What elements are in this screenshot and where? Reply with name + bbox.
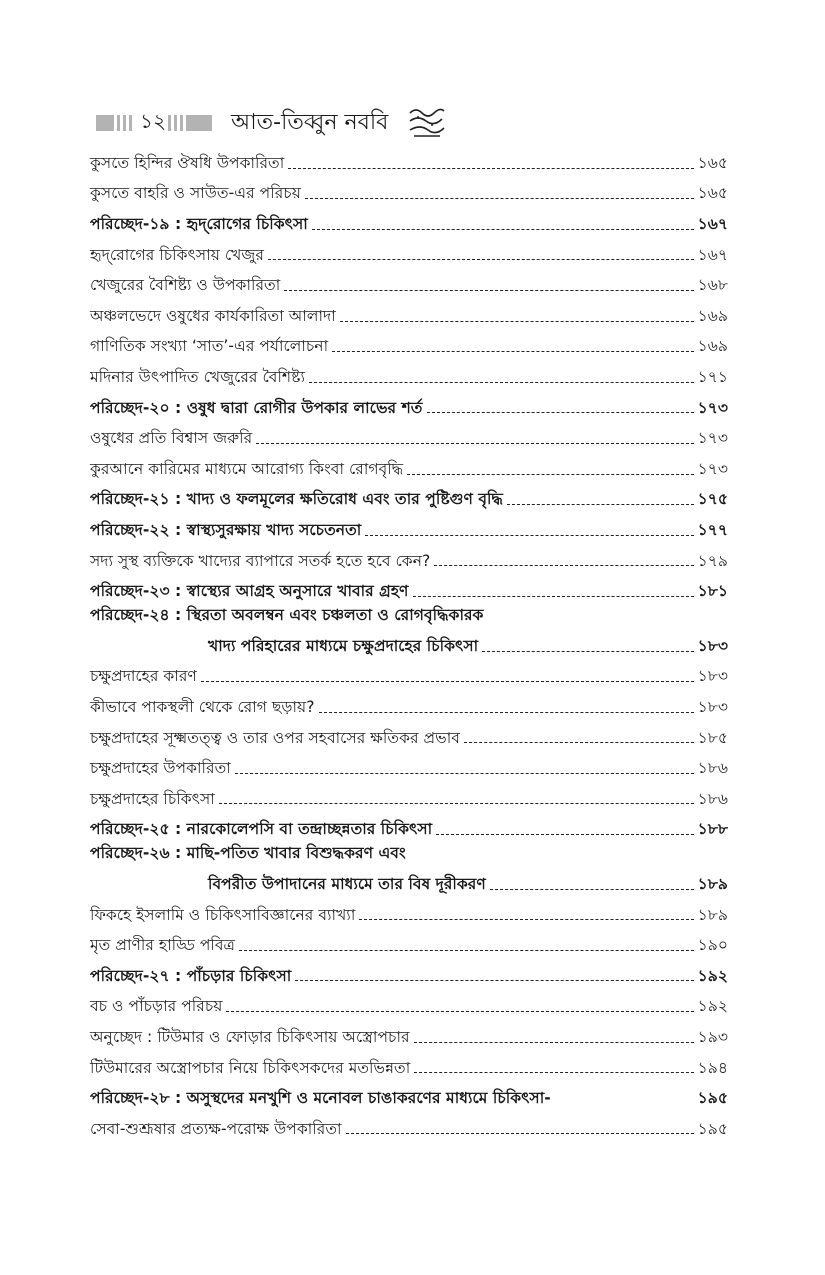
toc-entry-title: কুসতে হিন্দির ঔষধি উপকারিতা: [90, 153, 285, 172]
toc-entry-title: অঞ্চলভেদে ওষুধের কার্যকারিতা আলাদা: [90, 306, 336, 325]
toc-page-number: ১৬৭: [697, 215, 728, 234]
dot-leader: [239, 940, 694, 951]
dot-leader: [407, 464, 693, 475]
toc-page-number: ১৬৮: [697, 276, 728, 295]
toc-page-number: ১৯৫: [697, 1119, 728, 1138]
toc-entry-row[interactable]: [90, 924, 728, 955]
dot-leader: [312, 219, 694, 230]
toc-chapter-row[interactable]: [90, 479, 728, 510]
dot-leader: [332, 341, 693, 352]
dot-leader: [305, 188, 694, 199]
dot-leader: [256, 433, 693, 444]
toc-page-number: ১৬৭: [697, 245, 728, 264]
decorative-bars-left: [96, 112, 132, 134]
toc-chapter-row[interactable]: [90, 955, 728, 986]
dot-leader: [359, 909, 693, 920]
toc-page-number: ১৭৫: [697, 490, 728, 509]
toc-entry-row[interactable]: [90, 894, 728, 925]
toc-page-number: ১৬৯: [697, 337, 728, 356]
toc-page-number: ১৮৯: [697, 874, 728, 893]
toc-entry-title: পরিচ্ছেদ-২৬ : মাছি-পতিত খাবার বিশুদ্ধকরণ এবং: [90, 844, 406, 863]
toc-entry-title: খাদ্য পরিহারের মাধ্যমে চক্ষুপ্রদাহের চিকিৎসা: [208, 636, 479, 655]
toc-entry-title: খেজুরের বৈশিষ্ট্য ও উপকারিতা: [90, 276, 281, 295]
toc-entry-row[interactable]: [90, 1016, 728, 1047]
dot-leader: [507, 494, 694, 505]
toc-entry-row[interactable]: [90, 540, 728, 571]
dot-leader: [414, 1062, 693, 1073]
toc-entry-title: পরিচ্ছেদ-২১ : খাদ্য ও ফলমূলের ক্ষতিরোধ এবং তার পুষ্টিগুণ বৃদ্ধি: [90, 490, 503, 509]
toc-page-number: ১৯৫: [697, 1089, 728, 1108]
toc-page-number: ১৮৫: [697, 728, 728, 747]
toc-entry-row[interactable]: [90, 656, 728, 687]
toc-entry-row[interactable]: [90, 295, 728, 326]
toc-page-number: ১৬৫: [697, 184, 728, 203]
dot-leader: [219, 793, 694, 804]
toc-chapter-row[interactable]: [90, 863, 728, 894]
toc-chapter-row[interactable]: [90, 1077, 728, 1108]
toc-entry-title: ফিকহে ইসলামি ও চিকিৎসাবিজ্ঞানের ব্যাখ্যা: [90, 905, 356, 924]
dot-leader: [340, 311, 694, 322]
decorative-bars-right: [168, 112, 212, 134]
toc-entry-row[interactable]: [90, 778, 728, 809]
toc-entry-title: পরিচ্ছেদ-২৮ : অসুস্থদের মনখুশি ও মনোবল চাঙাকরণের মাধ্যমে চিকিৎসা-: [90, 1089, 551, 1108]
toc-chapter-row[interactable]: [90, 808, 728, 839]
dot-leader: [268, 249, 694, 260]
toc-entry-row[interactable]: [90, 326, 728, 357]
toc-page-number: ১৬৫: [697, 153, 728, 172]
toc-page-number: ১৭৩: [697, 459, 728, 478]
toc-entry-title: মদিনার উৎপাদিত খেজুরের বৈশিষ্ট্য: [90, 368, 306, 387]
dot-leader: [490, 879, 694, 890]
toc-entry-title: চক্ষুপ্রদাহের সূক্ষ্মতত্ত্ব ও তার ওপর সহবাসের ক্ষতিকর প্রভাব: [90, 728, 460, 747]
toc-entry-title: কুরআনে কারিমের মাধ্যমে আরোগ্য কিংবা রোগবৃদ্ধি: [90, 459, 404, 478]
book-title: আত-তিব্বুন নববি: [231, 110, 389, 135]
toc-page-number: ১৭৩: [697, 429, 728, 448]
toc-page-number: ১৮৩: [697, 667, 728, 686]
toc-entry-row[interactable]: [90, 1047, 728, 1078]
dot-leader: [284, 280, 693, 291]
dot-leader: [551, 1094, 698, 1104]
table-of-contents: [90, 142, 728, 1138]
dot-leader: [288, 158, 693, 169]
toc-chapter-row[interactable]: [90, 625, 728, 656]
toc-entry-row[interactable]: [90, 356, 728, 387]
toc-entry-title: পরিচ্ছেদ-২৪ : স্থিরতা অবলম্বন এবং চঞ্চলতা ও রোগবৃদ্ধিকারক: [90, 606, 484, 625]
toc-page-number: ১৮৯: [697, 905, 728, 924]
toc-entry-title: অনুচ্ছেদ : টিউমার ও ফোড়ার চিকিৎসায় অস্ত্রোপচার: [90, 1027, 410, 1046]
dot-leader: [414, 1032, 694, 1043]
dot-leader: [235, 763, 694, 774]
toc-entry-title: বিপরীত উপাদানের মাধ্যমে তার বিষ দূরীকরণ: [208, 874, 486, 893]
toc-entry-title: পরিচ্ছেদ-২০ : ওষুধ দ্বারা রোগীর উপকার লাভের শর্ত: [90, 398, 423, 417]
toc-entry-row[interactable]: [90, 417, 728, 448]
toc-entry-title: চক্ষুপ্রদাহের চিকিৎসা: [90, 789, 215, 808]
toc-entry-row[interactable]: [90, 142, 728, 173]
dot-leader: [436, 824, 693, 835]
calligraphy-seal-icon: [406, 105, 446, 139]
toc-chapter-row[interactable]: [90, 387, 728, 418]
dot-leader: [413, 586, 694, 597]
dot-leader: [434, 555, 693, 566]
toc-entry-row[interactable]: [90, 747, 728, 778]
toc-entry-title: সদ্য সুস্থ ব্যক্তিকে খাদ্যের ব্যাপারে সতর্ক হতে হবে কেন?: [90, 551, 431, 570]
dot-leader: [346, 1123, 694, 1134]
toc-page-number: ১৯৪: [697, 1058, 728, 1077]
toc-entry-title: পরিচ্ছেদ-২২ : স্বাস্থ্যসুরক্ষায় খাদ্য সচেতনতা: [90, 521, 362, 540]
toc-entry-title: গাণিতিক সংখ্যা ‘সাত’-এর পর্যালোচনা: [90, 337, 329, 356]
dot-leader: [309, 372, 694, 383]
toc-entry-row[interactable]: [90, 264, 728, 295]
toc-entry-title: সেবা-শুশ্রূষার প্রত্যক্ষ-পরোক্ষ উপকারিতা: [90, 1119, 342, 1138]
toc-entry-row[interactable]: [90, 173, 728, 204]
toc-page-number: ১৮১: [697, 582, 728, 601]
toc-chapter-row[interactable]: [90, 839, 728, 863]
dot-leader: [482, 641, 693, 652]
dot-leader: [201, 671, 694, 682]
toc-page-number: ১৯২: [697, 997, 728, 1016]
dot-leader: [226, 1001, 693, 1012]
toc-entry-title: চক্ষুপ্রদাহের উপকারিতা: [90, 759, 231, 778]
toc-page-number: ১৭৩: [697, 398, 728, 417]
dot-leader: [464, 732, 694, 743]
toc-entry-row[interactable]: [90, 985, 728, 1016]
dot-leader: [319, 702, 694, 713]
toc-entry-row[interactable]: [90, 448, 728, 479]
dot-leader: [365, 525, 693, 536]
toc-chapter-row[interactable]: [90, 203, 728, 234]
toc-entry-title: ওষুধের প্রতি বিশ্বাস জরুরি: [90, 429, 253, 448]
toc-entry-row[interactable]: [90, 686, 728, 717]
toc-page-number: ১৭৭: [697, 521, 728, 540]
toc-page-number: ১৯০: [697, 936, 728, 955]
toc-entry-title: পরিচ্ছেদ-২৩ : স্বাস্থ্যের আগ্রহ অনুসারে খাবার গ্রহণ: [90, 582, 409, 601]
toc-page-number: ১৭১: [697, 368, 728, 387]
toc-entry-row[interactable]: [90, 717, 728, 748]
toc-chapter-row[interactable]: [90, 509, 728, 540]
toc-entry-title: পরিচ্ছেদ-২৫ : নারকোলেপসি বা তন্দ্রাচ্ছন্নতার চিকিৎসা: [90, 820, 433, 839]
page-number: ১২: [140, 109, 166, 133]
toc-entry-title: পরিচ্ছেদ-২৭ : পাঁচড়ার চিকিৎসা: [90, 966, 292, 985]
toc-entry-title: কীভাবে পাকস্থলী থেকে রোগ ছড়ায়?: [90, 697, 315, 716]
toc-chapter-row[interactable]: [90, 570, 728, 601]
toc-entry-title: পরিচ্ছেদ-১৯ : হৃদ্‌রোগের চিকিৎসা: [90, 215, 308, 234]
toc-page-number: ১৮৬: [697, 789, 728, 808]
toc-page-number: ১৮৩: [697, 697, 728, 716]
toc-page-number: ১৮৬: [697, 759, 728, 778]
toc-entry-title: কুসতে বাহরি ও সাউত-এর পরিচয়: [90, 184, 301, 203]
toc-page-number: ১৯৩: [697, 1027, 728, 1046]
toc-page-number: ১৮৮: [697, 820, 728, 839]
dot-leader: [295, 970, 693, 981]
toc-chapter-row[interactable]: [90, 601, 728, 625]
toc-entry-title: টিউমারের অস্ত্রোপচার নিয়ে চিকিৎসকদের মতভিন্নতা: [90, 1058, 411, 1077]
toc-entry-row[interactable]: [90, 234, 728, 265]
toc-entry-title: বচ ও পাঁচড়ার পরিচয়: [90, 997, 223, 1016]
toc-entry-title: মৃত প্রাণীর হাড্ডি পবিত্র: [90, 936, 236, 955]
running-header: [96, 103, 736, 143]
toc-page-number: ১৯২: [697, 966, 728, 985]
dot-leader: [427, 402, 694, 413]
toc-page-number: ১৮৩: [697, 636, 728, 655]
toc-entry-title: চক্ষুপ্রদাহের কারণ: [90, 667, 197, 686]
toc-entry-row[interactable]: [90, 1108, 728, 1139]
toc-entry-title: হৃদ্‌রোগের চিকিৎসায় খেজুর: [90, 245, 264, 264]
toc-page-number: ১৬৯: [697, 306, 728, 325]
toc-page-number: ১৭৯: [697, 551, 728, 570]
